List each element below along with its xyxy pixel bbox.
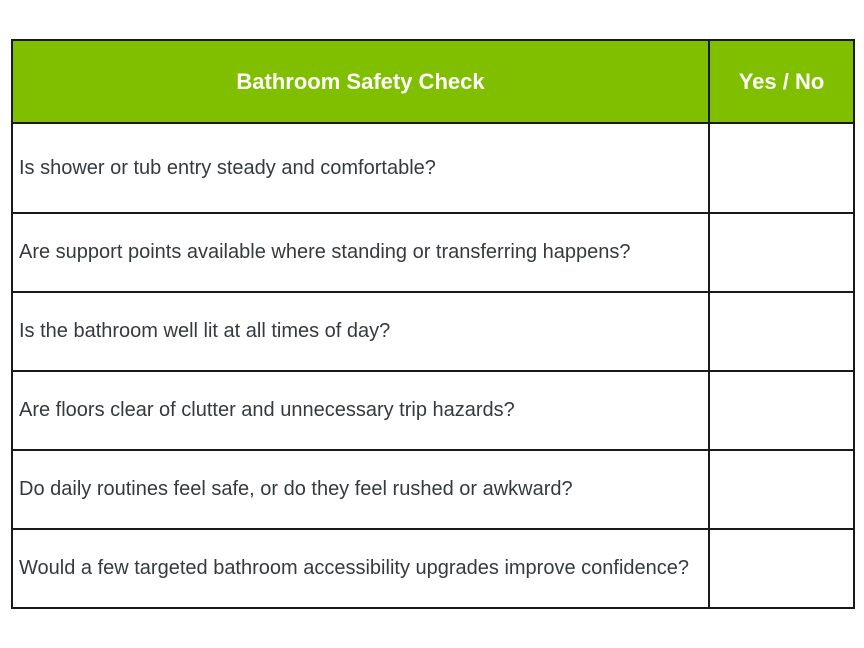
table-row [12, 292, 854, 371]
header-answer-column: Yes / No [709, 40, 854, 123]
question-cell: Would a few targeted bathroom accessibility upgrades improve confidence? [12, 529, 709, 608]
table-row [12, 123, 854, 213]
header-question-column: Bathroom Safety Check [12, 40, 709, 123]
answer-cell[interactable] [709, 371, 854, 450]
bathroom-safety-checklist-table [11, 39, 855, 609]
table-row [12, 450, 854, 529]
answer-cell[interactable] [709, 123, 854, 213]
question-cell: Do daily routines feel safe, or do they feel rushed or awkward? [12, 450, 709, 529]
table-header-row [12, 40, 854, 123]
answer-cell[interactable] [709, 292, 854, 371]
answer-cell[interactable] [709, 450, 854, 529]
table-row [12, 529, 854, 608]
question-cell: Is shower or tub entry steady and comfortable? [12, 123, 709, 213]
question-cell: Is the bathroom well lit at all times of day? [12, 292, 709, 371]
question-cell: Are support points available where standing or transferring happens? [12, 213, 709, 292]
answer-cell[interactable] [709, 213, 854, 292]
table-row [12, 371, 854, 450]
table-row [12, 213, 854, 292]
answer-cell[interactable] [709, 529, 854, 608]
question-cell: Are floors clear of clutter and unnecessary trip hazards? [12, 371, 709, 450]
